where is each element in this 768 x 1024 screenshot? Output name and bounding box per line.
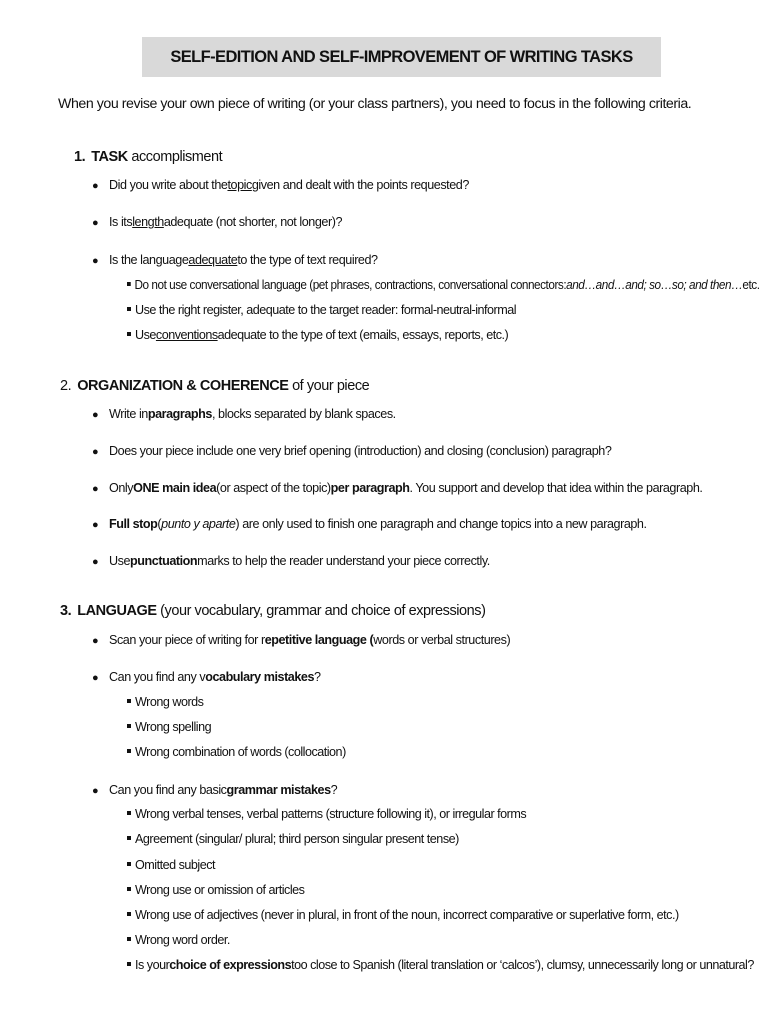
sub-list-item: Use the right register, adequate to the target reader: formal-neutral-informal (127, 303, 516, 317)
square-bullet-icon (127, 962, 131, 966)
sub-list-item: Do not use conversational language (pet phrases, contractions, conversational connectors: and…and…and; so…so; and then… etc. (127, 278, 760, 292)
sub-list-item: Wrong word order. (127, 933, 230, 947)
square-bullet-icon (127, 724, 131, 728)
list-item: ● Only ONE main idea (or aspect of the topic) per paragraph . You support and develop that idea within the paragraph. (92, 481, 703, 495)
bullet-icon: ● (92, 635, 99, 647)
bullet-icon: ● (92, 785, 99, 797)
section-2-heading-bold: ORGANIZATION & COHERENCE (77, 378, 289, 394)
list-item: ● Use punctuation marks to help the reader understand your piece correctly. (92, 554, 490, 568)
section-2-heading (60, 378, 369, 394)
square-bullet-icon (127, 699, 131, 703)
sub-list-item: Wrong words (127, 695, 203, 709)
list-item: ● Is the language adequate to the type of text required? (92, 253, 378, 267)
list-item: ● Can you find any basic grammar mistakes ? (92, 783, 338, 797)
bullet-icon: ● (92, 556, 99, 568)
square-bullet-icon (127, 862, 131, 866)
section-2-heading-rest: of your piece (288, 378, 370, 394)
section-3-number: 3. (60, 603, 72, 619)
bullet-icon: ● (92, 217, 99, 229)
list-item: ● Did you write about the topic given and dealt with the points requested? (92, 178, 469, 192)
bullet-icon: ● (92, 409, 99, 421)
bullet-icon: ● (92, 672, 99, 684)
intro-text: When you revise your own piece of writing (or your class partners), you need to focus in the following criteria. (58, 96, 692, 112)
bullet-icon: ● (92, 519, 99, 531)
list-item: ● Full stop ( punto y aparte ) are only used to finish one paragraph and change topics into a new paragraph. (92, 517, 647, 531)
title-banner (142, 37, 661, 77)
square-bullet-icon (127, 887, 131, 891)
section-1-heading-rest: accomplisment (127, 149, 223, 165)
page-title: SELF-EDITION AND SELF-IMPROVEMENT OF WRITING TASKS (170, 47, 633, 66)
section-2-number: 2. (60, 378, 72, 394)
bullet-icon: ● (92, 446, 99, 458)
square-bullet-icon (127, 307, 131, 311)
square-bullet-icon (127, 332, 131, 336)
sub-list-item: Wrong spelling (127, 720, 211, 734)
square-bullet-icon (127, 282, 131, 286)
section-3-heading-rest: (your vocabulary, grammar and choice of expressions) (156, 603, 486, 619)
sub-list-item: Omitted subject (127, 858, 215, 872)
list-item: ● Is its length adequate (not shorter, not longer)? (92, 215, 343, 229)
sub-list-item: Use conventions adequate to the type of text (emails, essays, reports, etc.) (127, 328, 508, 342)
bullet-icon: ● (92, 483, 99, 495)
list-item: ● Can you find any v ocabulary mistakes ? (92, 670, 321, 684)
section-1-number: 1. (74, 149, 86, 165)
section-3-heading (60, 603, 485, 619)
sub-list-item: Wrong combination of words (collocation) (127, 745, 346, 759)
square-bullet-icon (127, 811, 131, 815)
square-bullet-icon (127, 937, 131, 941)
square-bullet-icon (127, 912, 131, 916)
list-item: ● Does your piece include one very brief opening (introduction) and closing (conclusion) paragraph? (92, 444, 612, 458)
section-3-heading-bold: LANGUAGE (77, 603, 157, 619)
sub-list-item: Is your choice of expressions too close to Spanish (literal translation or ‘calcos’), clumsy, unnecessarily long or unnatural? (127, 958, 754, 972)
section-1-heading-bold: TASK (91, 149, 128, 165)
square-bullet-icon (127, 749, 131, 753)
bullet-icon: ● (92, 180, 99, 192)
sub-list-item: Wrong use of adjectives (never in plural, in front of the noun, incorrect comparative or superlative form, etc.) (127, 908, 679, 922)
section-1-heading (74, 149, 222, 165)
sub-list-item: Agreement (singular/ plural; third person singular present tense) (127, 832, 459, 846)
sub-list-item: Wrong verbal tenses, verbal patterns (structure following it), or irregular forms (127, 807, 526, 821)
bullet-icon: ● (92, 255, 99, 267)
list-item: ● Write in paragraphs , blocks separated by blank spaces. (92, 407, 396, 421)
list-item: ● Scan your piece of writing for r epetitive language ( words or verbal structures) (92, 633, 511, 647)
square-bullet-icon (127, 836, 131, 840)
sub-list-item: Wrong use or omission of articles (127, 883, 304, 897)
